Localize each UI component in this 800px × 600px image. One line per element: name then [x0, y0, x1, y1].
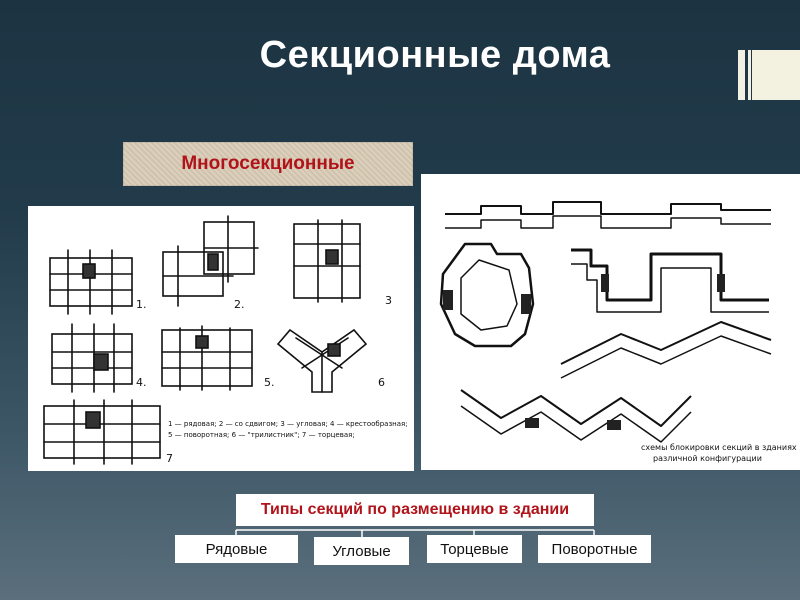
- type-row: Рядовые: [175, 535, 298, 563]
- figure-caption: 1 — рядовая; 2 — со сдвигом; 3 — угловая; 4 — крестообразная;: [168, 420, 408, 428]
- types-title: Типы секций по размещению в здании: [236, 494, 594, 526]
- figure-label: 7: [166, 452, 173, 465]
- figure-caption: схемы блокировки секций в зданиях: [641, 443, 797, 452]
- figure-label: 5.: [264, 376, 275, 389]
- figure-label: 4.: [136, 376, 147, 389]
- figure-label: 3: [385, 294, 392, 307]
- type-corner: Угловые: [314, 537, 409, 565]
- type-turning: Поворотные: [538, 535, 651, 563]
- figure-label: 2.: [234, 298, 245, 311]
- banner-label: Многосекционные: [181, 153, 355, 174]
- figure-label: 1.: [136, 298, 147, 311]
- type-end: Торцевые: [427, 535, 522, 563]
- figure-label: 6: [378, 376, 385, 389]
- figure-caption: различной конфигурации: [653, 454, 762, 463]
- figure-caption: 5 — поворотная; 6 — "трилистник"; 7 — торцевая;: [168, 431, 355, 439]
- slide-title: Секционные дома: [259, 34, 611, 76]
